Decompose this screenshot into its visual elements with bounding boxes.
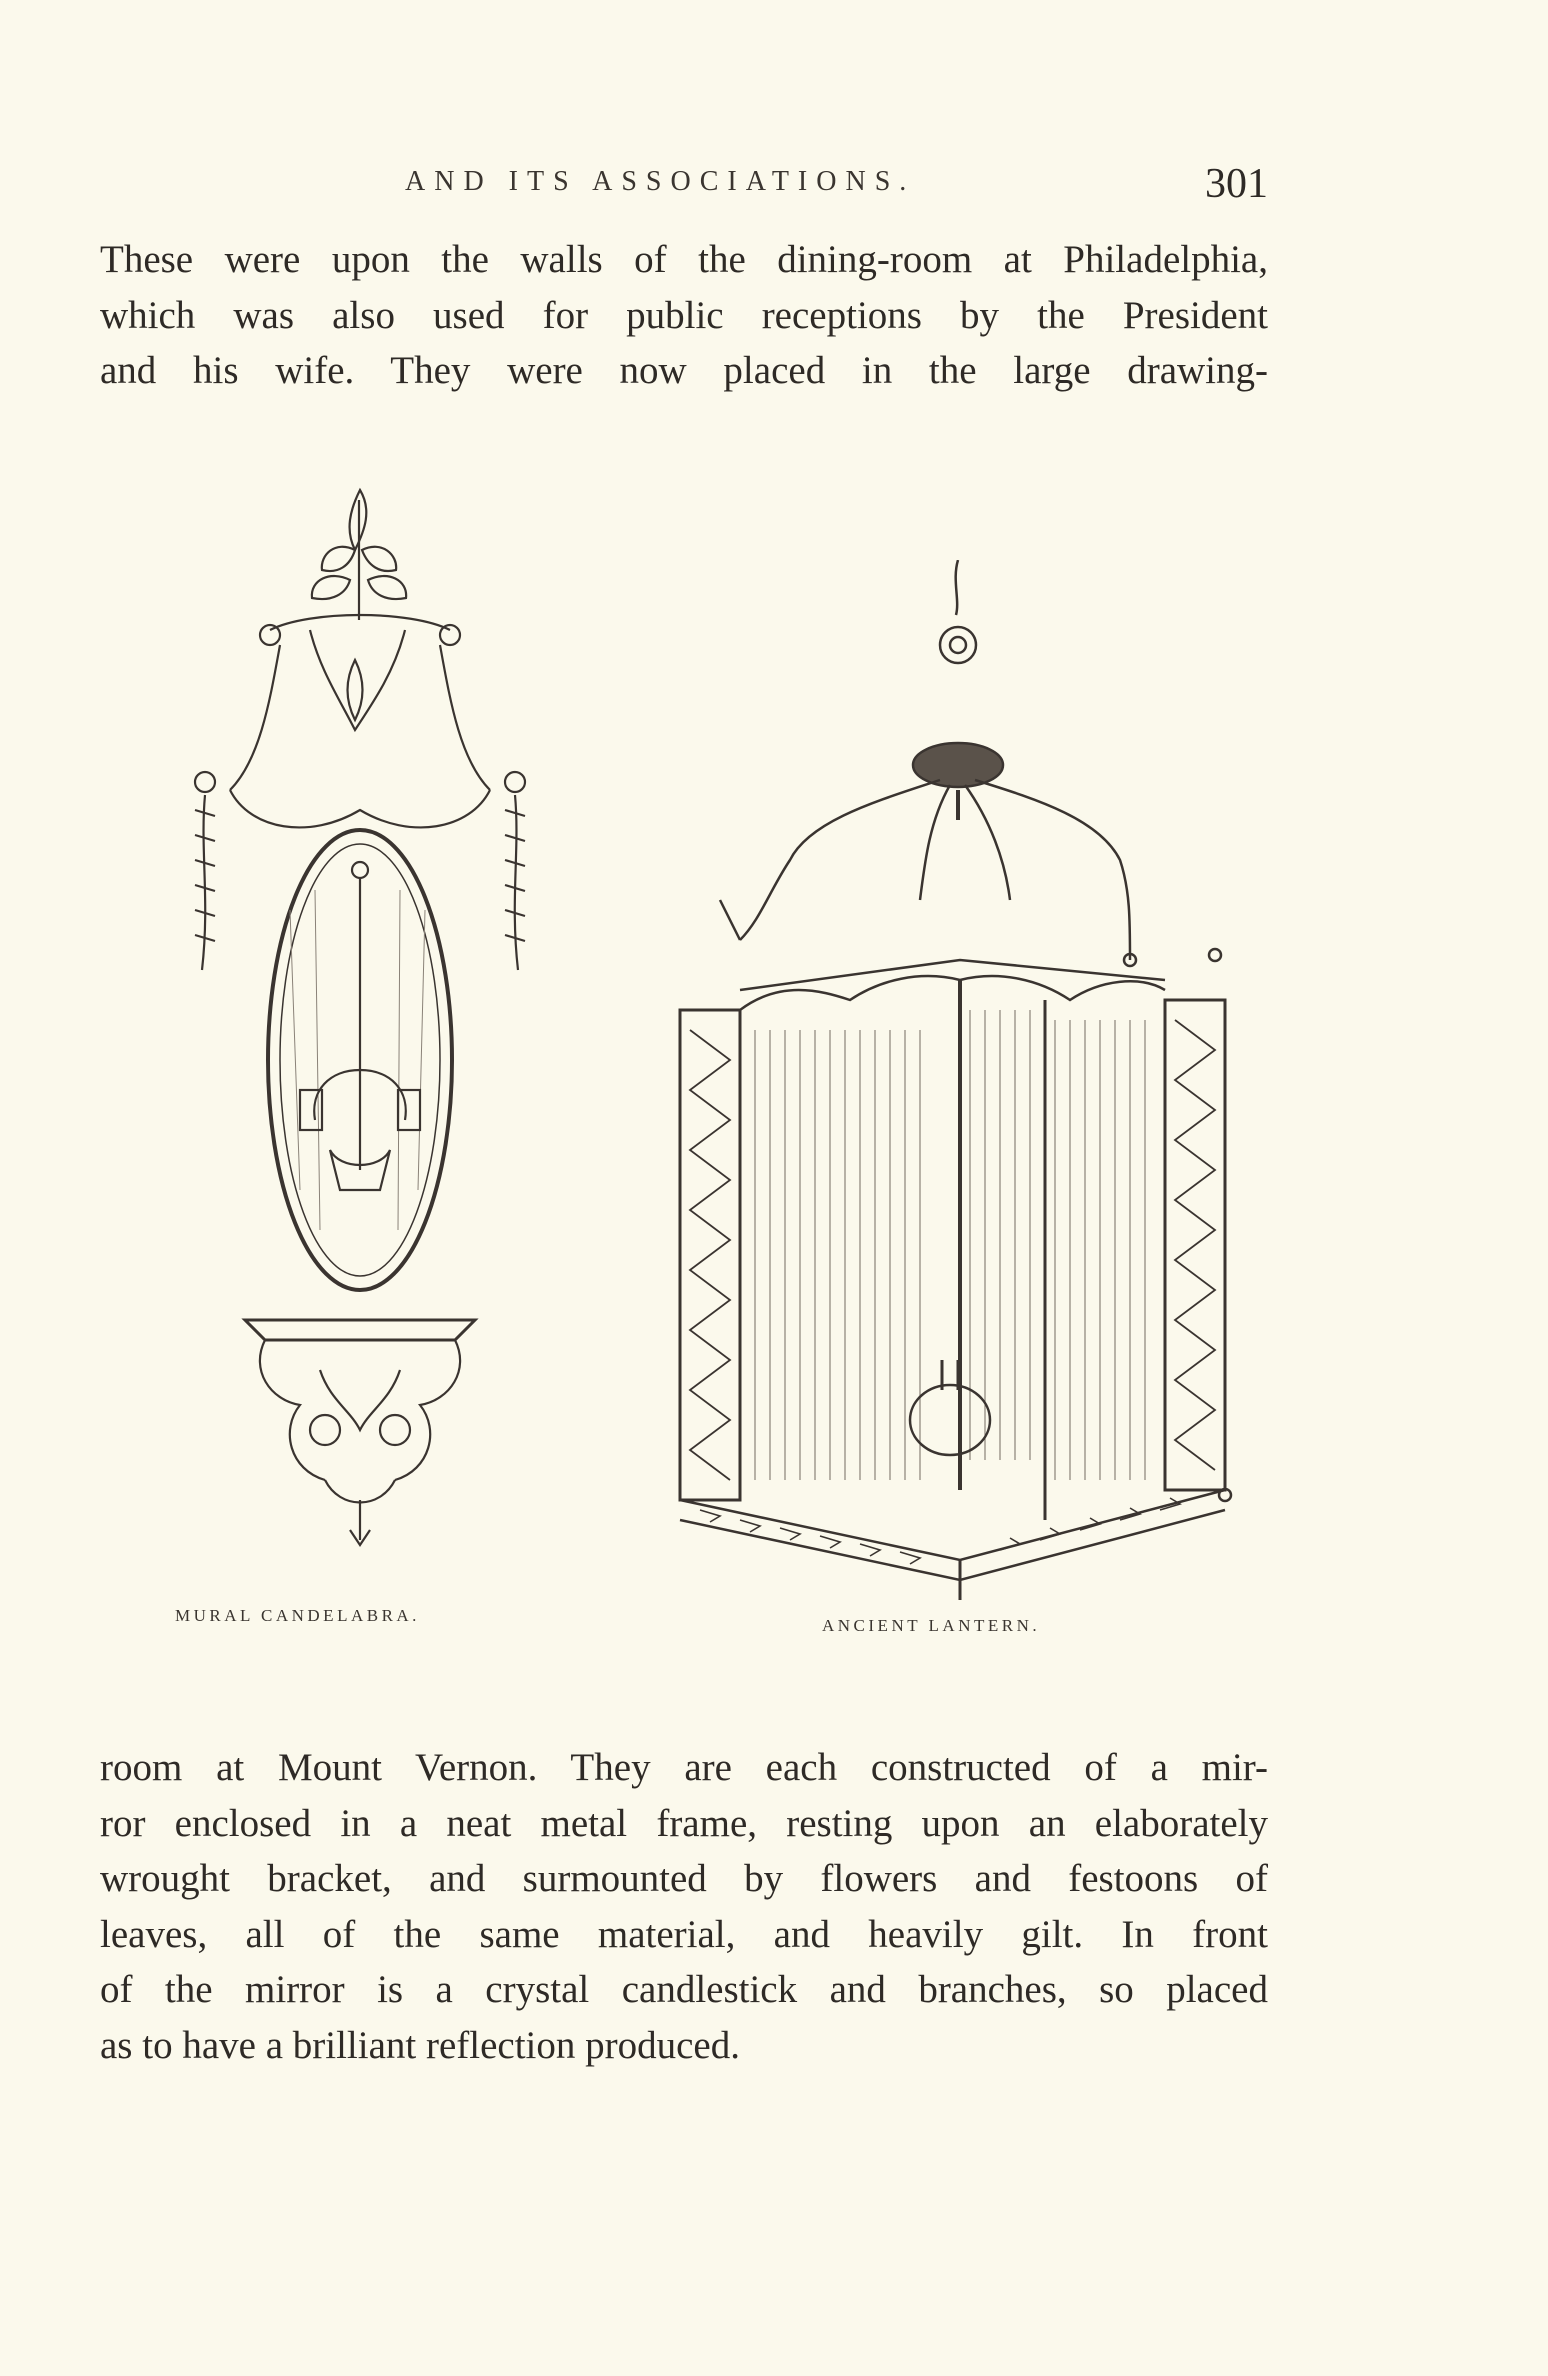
text-line: and his wife. They were now placed in the large drawing- <box>100 349 1268 392</box>
text-line: leaves, all of the same material, and heavily gilt. In front <box>100 1912 1268 1956</box>
ancient-lantern-engraving <box>660 560 1240 1600</box>
figure-caption-right: ANCIENT LANTERN. <box>822 1616 1041 1635</box>
text-line: These were upon the walls of the dining-room at Philadelphia, <box>100 238 1268 281</box>
text-line: room at Mount Vernon. They are each constructed of a mir- <box>100 1746 1268 1789</box>
paragraph-bottom <box>100 1740 1268 2073</box>
text-line: of the mirror is a crystal candlestick and branches, so placed <box>100 1968 1268 2011</box>
text-line: which was also used for public receptions by the President <box>100 293 1268 337</box>
text-line: as to have a brilliant reflection produced. <box>100 2023 740 2067</box>
running-head <box>100 160 1268 220</box>
mural-candelabra-engraving <box>150 470 570 1570</box>
text-line: ror enclosed in a neat metal frame, resting upon an elaborately <box>100 1801 1268 1845</box>
text-line: wrought bracket, and surmounted by flowers and festoons of <box>100 1857 1268 1900</box>
figure-caption-left: MURAL CANDELABRA. <box>175 1606 420 1625</box>
running-title: AND ITS ASSOCIATIONS. <box>405 166 916 197</box>
page-number: 301 <box>1205 161 1268 207</box>
paragraph-top <box>100 232 1268 399</box>
